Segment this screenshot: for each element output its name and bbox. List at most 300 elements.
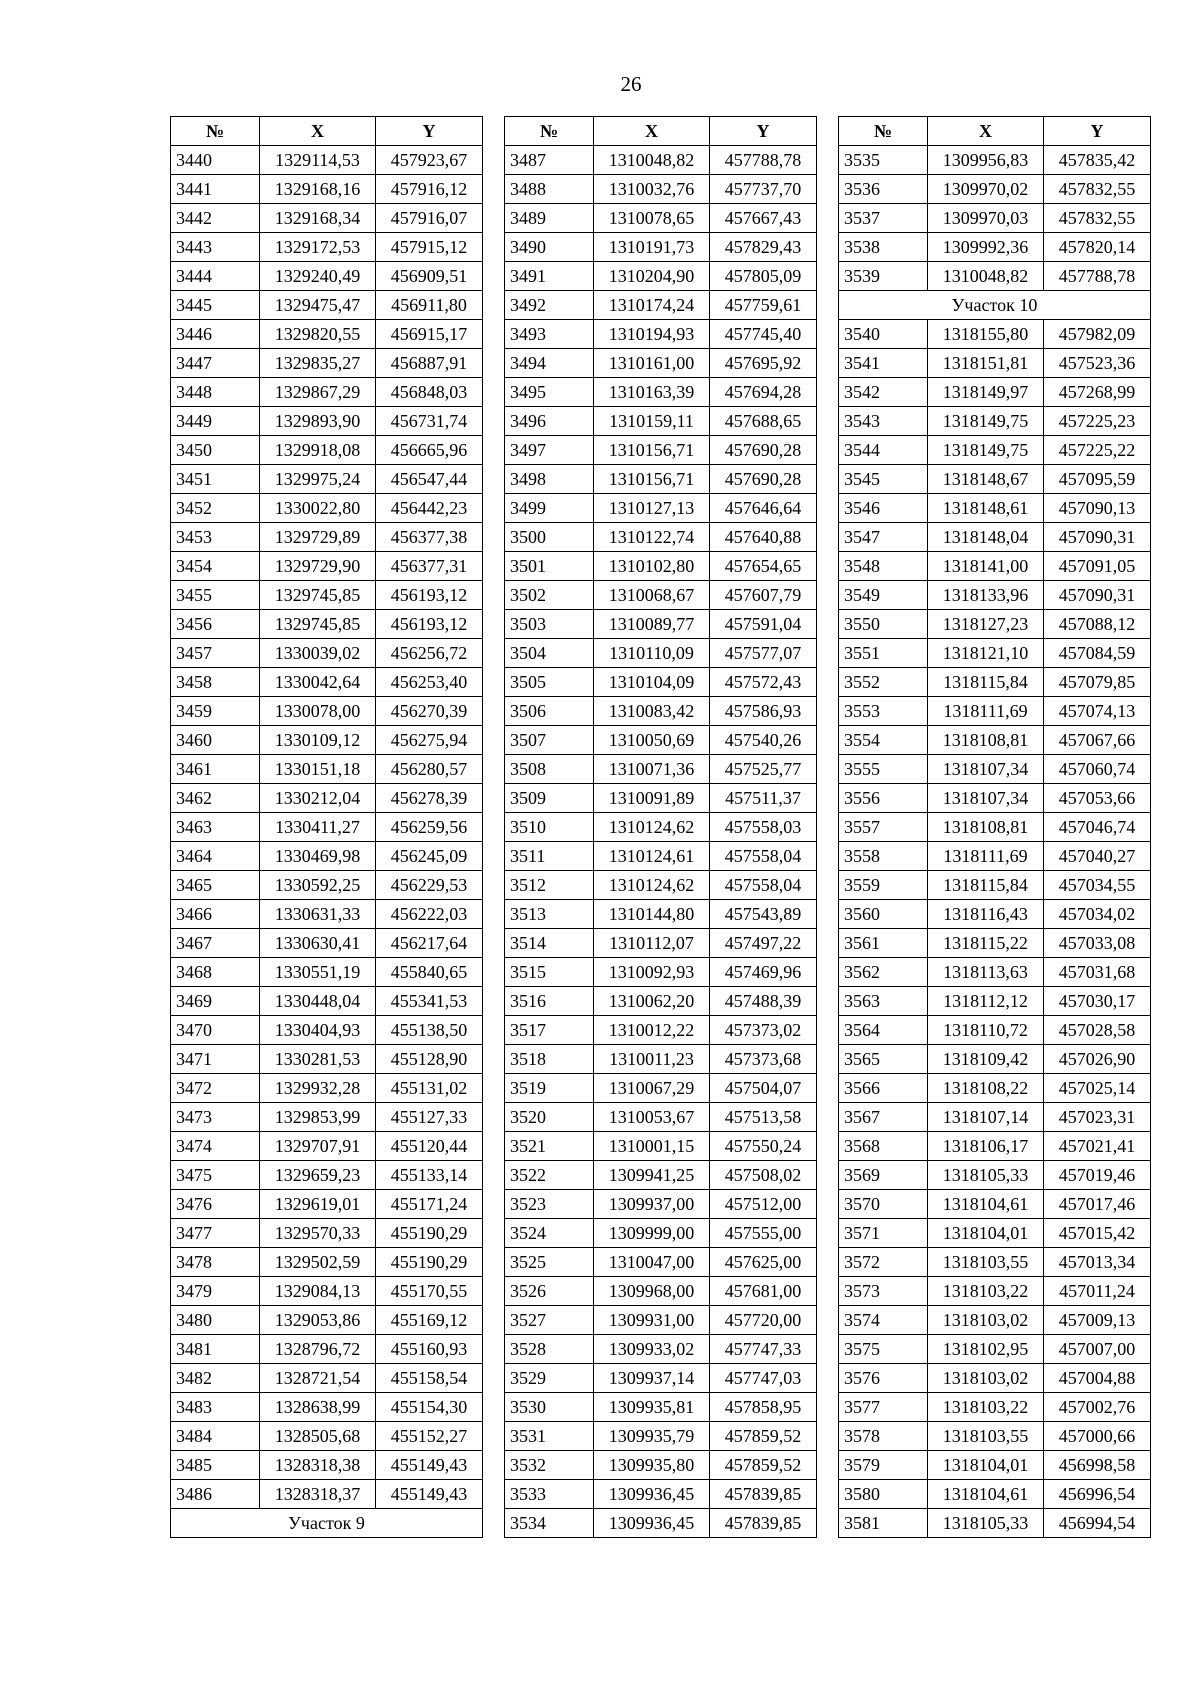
point-number: 3495	[505, 378, 594, 407]
point-number: 3457	[171, 639, 260, 668]
x-coordinate: 1318115,84	[928, 871, 1044, 900]
y-coordinate: 457558,04	[710, 842, 817, 871]
y-coordinate: 456259,56	[376, 813, 483, 842]
y-coordinate: 455158,54	[376, 1364, 483, 1393]
table-row	[839, 900, 1151, 929]
y-coordinate: 457023,31	[1044, 1103, 1151, 1132]
point-number: 3523	[505, 1190, 594, 1219]
x-coordinate: 1310191,73	[594, 233, 710, 262]
table-row	[171, 1190, 483, 1219]
table-row	[839, 1364, 1151, 1393]
table-row	[171, 958, 483, 987]
x-coordinate: 1309970,02	[928, 175, 1044, 204]
table-row	[505, 407, 817, 436]
x-coordinate: 1329729,89	[260, 523, 376, 552]
point-number: 3519	[505, 1074, 594, 1103]
y-coordinate: 457915,12	[376, 233, 483, 262]
table-row	[839, 1190, 1151, 1219]
y-coordinate: 457028,58	[1044, 1016, 1151, 1045]
x-coordinate: 1318108,81	[928, 813, 1044, 842]
y-coordinate: 455171,24	[376, 1190, 483, 1219]
page-number: 26	[620, 72, 642, 96]
table-row	[171, 1248, 483, 1277]
x-coordinate: 1310092,93	[594, 958, 710, 987]
x-coordinate: 1318104,01	[928, 1451, 1044, 1480]
point-number: 3541	[839, 349, 928, 378]
x-coordinate: 1330042,64	[260, 668, 376, 697]
table-row	[171, 204, 483, 233]
y-coordinate: 457572,43	[710, 668, 817, 697]
point-number: 3463	[171, 813, 260, 842]
x-coordinate: 1328318,37	[260, 1480, 376, 1509]
x-coordinate: 1318111,69	[928, 842, 1044, 871]
table-row	[171, 1364, 483, 1393]
y-coordinate: 456547,44	[376, 465, 483, 494]
x-coordinate: 1318113,63	[928, 958, 1044, 987]
table-row	[839, 958, 1151, 987]
y-coordinate: 455128,90	[376, 1045, 483, 1074]
x-coordinate: 1310078,65	[594, 204, 710, 233]
table-row	[839, 175, 1151, 204]
y-coordinate: 457225,22	[1044, 436, 1151, 465]
point-number: 3518	[505, 1045, 594, 1074]
y-coordinate: 457084,59	[1044, 639, 1151, 668]
table-row	[171, 697, 483, 726]
point-number: 3538	[839, 233, 928, 262]
x-coordinate: 1310032,76	[594, 175, 710, 204]
point-number: 3493	[505, 320, 594, 349]
table-row	[505, 842, 817, 871]
point-number: 3445	[171, 291, 260, 320]
x-coordinate: 1310104,09	[594, 668, 710, 697]
point-number: 3499	[505, 494, 594, 523]
y-coordinate: 457737,70	[710, 175, 817, 204]
y-coordinate: 455154,30	[376, 1393, 483, 1422]
x-coordinate: 1330022,80	[260, 494, 376, 523]
x-coordinate: 1329570,33	[260, 1219, 376, 1248]
y-coordinate: 456229,53	[376, 871, 483, 900]
point-number: 3528	[505, 1335, 594, 1364]
point-number: 3454	[171, 552, 260, 581]
y-coordinate: 457690,28	[710, 465, 817, 494]
y-coordinate: 457550,24	[710, 1132, 817, 1161]
point-number: 3491	[505, 262, 594, 291]
point-number: 3557	[839, 813, 928, 842]
table-row	[505, 784, 817, 813]
x-coordinate: 1318108,81	[928, 726, 1044, 755]
table-row	[171, 726, 483, 755]
x-coordinate: 1309937,00	[594, 1190, 710, 1219]
point-number: 3570	[839, 1190, 928, 1219]
table-row	[839, 987, 1151, 1016]
point-number: 3562	[839, 958, 928, 987]
point-number: 3552	[839, 668, 928, 697]
table-row	[171, 987, 483, 1016]
x-coordinate: 1310053,67	[594, 1103, 710, 1132]
x-coordinate: 1310174,24	[594, 291, 710, 320]
table-row	[505, 552, 817, 581]
table-row	[839, 1451, 1151, 1480]
x-coordinate: 1318149,75	[928, 436, 1044, 465]
x-coordinate: 1329745,85	[260, 610, 376, 639]
table-row	[505, 1335, 817, 1364]
point-number: 3563	[839, 987, 928, 1016]
point-number: 3539	[839, 262, 928, 291]
y-coordinate: 455170,55	[376, 1277, 483, 1306]
table-row	[505, 1132, 817, 1161]
x-coordinate: 1310122,74	[594, 523, 710, 552]
point-number: 3507	[505, 726, 594, 755]
point-number: 3561	[839, 929, 928, 958]
point-number: 3474	[171, 1132, 260, 1161]
point-number: 3530	[505, 1393, 594, 1422]
x-coordinate: 1329619,01	[260, 1190, 376, 1219]
table-row	[505, 958, 817, 987]
point-number: 3520	[505, 1103, 594, 1132]
point-number: 3574	[839, 1306, 928, 1335]
y-coordinate: 456377,31	[376, 552, 483, 581]
point-number: 3483	[171, 1393, 260, 1422]
y-coordinate: 457759,61	[710, 291, 817, 320]
y-coordinate: 457060,74	[1044, 755, 1151, 784]
point-number: 3579	[839, 1451, 928, 1480]
point-number: 3447	[171, 349, 260, 378]
x-coordinate: 1329820,55	[260, 320, 376, 349]
point-number: 3575	[839, 1335, 928, 1364]
table-row	[505, 494, 817, 523]
x-coordinate: 1318102,95	[928, 1335, 1044, 1364]
x-coordinate: 1318127,23	[928, 610, 1044, 639]
point-number: 3571	[839, 1219, 928, 1248]
y-coordinate: 455131,02	[376, 1074, 483, 1103]
coordinates-table-2	[504, 116, 817, 1538]
point-number: 3453	[171, 523, 260, 552]
y-coordinate: 457923,67	[376, 146, 483, 175]
y-coordinate: 457788,78	[1044, 262, 1151, 291]
y-coordinate: 457009,13	[1044, 1306, 1151, 1335]
table-row	[171, 1480, 483, 1509]
point-number: 3516	[505, 987, 594, 1016]
point-number: 3578	[839, 1422, 928, 1451]
table-row	[839, 407, 1151, 436]
table-row	[839, 1248, 1151, 1277]
y-coordinate: 457540,26	[710, 726, 817, 755]
y-coordinate: 457916,07	[376, 204, 483, 233]
header-x: X	[594, 117, 710, 146]
point-number: 3577	[839, 1393, 928, 1422]
point-number: 3521	[505, 1132, 594, 1161]
x-coordinate: 1318105,33	[928, 1509, 1044, 1538]
y-coordinate: 455152,27	[376, 1422, 483, 1451]
y-coordinate: 455133,14	[376, 1161, 483, 1190]
x-coordinate: 1330411,27	[260, 813, 376, 842]
x-coordinate: 1310012,22	[594, 1016, 710, 1045]
point-number: 3517	[505, 1016, 594, 1045]
x-coordinate: 1310124,61	[594, 842, 710, 871]
table-row	[505, 1509, 817, 1538]
y-coordinate: 457095,59	[1044, 465, 1151, 494]
x-coordinate: 1318133,96	[928, 581, 1044, 610]
table-row	[839, 1480, 1151, 1509]
table-row	[839, 494, 1151, 523]
point-number: 3540	[839, 320, 928, 349]
point-number: 3529	[505, 1364, 594, 1393]
table-row	[171, 668, 483, 697]
table-row	[171, 378, 483, 407]
x-coordinate: 1318115,22	[928, 929, 1044, 958]
y-coordinate: 455138,50	[376, 1016, 483, 1045]
section-row	[171, 1509, 483, 1538]
point-number: 3553	[839, 697, 928, 726]
point-number: 3486	[171, 1480, 260, 1509]
table-row	[839, 1277, 1151, 1306]
y-coordinate: 456253,40	[376, 668, 483, 697]
table-row	[839, 1045, 1151, 1074]
point-number: 3502	[505, 581, 594, 610]
y-coordinate: 456731,74	[376, 407, 483, 436]
point-number: 3464	[171, 842, 260, 871]
y-coordinate: 457788,78	[710, 146, 817, 175]
x-coordinate: 1330404,93	[260, 1016, 376, 1045]
x-coordinate: 1318103,55	[928, 1248, 1044, 1277]
x-coordinate: 1329114,53	[260, 146, 376, 175]
x-coordinate: 1309999,00	[594, 1219, 710, 1248]
table-row	[505, 262, 817, 291]
header-y: Y	[1044, 117, 1151, 146]
point-number: 3546	[839, 494, 928, 523]
header-row	[505, 117, 817, 146]
table-row	[505, 146, 817, 175]
point-number: 3490	[505, 233, 594, 262]
table-row	[839, 233, 1151, 262]
table-row	[505, 697, 817, 726]
table-row	[839, 610, 1151, 639]
table-row	[171, 436, 483, 465]
point-number: 3524	[505, 1219, 594, 1248]
y-coordinate: 457511,37	[710, 784, 817, 813]
x-coordinate: 1310089,77	[594, 610, 710, 639]
point-number: 3525	[505, 1248, 594, 1277]
point-number: 3476	[171, 1190, 260, 1219]
x-coordinate: 1328721,54	[260, 1364, 376, 1393]
point-number: 3515	[505, 958, 594, 987]
table-row	[839, 784, 1151, 813]
x-coordinate: 1330281,53	[260, 1045, 376, 1074]
table-row	[505, 1219, 817, 1248]
point-number: 3543	[839, 407, 928, 436]
x-coordinate: 1309935,81	[594, 1393, 710, 1422]
y-coordinate: 457747,33	[710, 1335, 817, 1364]
y-coordinate: 457046,74	[1044, 813, 1151, 842]
coordinates-table-1	[170, 116, 483, 1538]
point-number: 3508	[505, 755, 594, 784]
y-coordinate: 455120,44	[376, 1132, 483, 1161]
y-coordinate: 457011,24	[1044, 1277, 1151, 1306]
y-coordinate: 455190,29	[376, 1248, 483, 1277]
x-coordinate: 1330592,25	[260, 871, 376, 900]
table-row	[839, 1393, 1151, 1422]
table-row	[839, 465, 1151, 494]
table-row	[505, 639, 817, 668]
point-number: 3442	[171, 204, 260, 233]
y-coordinate: 457829,43	[710, 233, 817, 262]
x-coordinate: 1330551,19	[260, 958, 376, 987]
table-row	[505, 1103, 817, 1132]
point-number: 3527	[505, 1306, 594, 1335]
y-coordinate: 457513,58	[710, 1103, 817, 1132]
table-row	[171, 146, 483, 175]
table-row	[505, 900, 817, 929]
table-row	[505, 378, 817, 407]
section-title: Участок 9	[171, 1509, 483, 1538]
point-number: 3551	[839, 639, 928, 668]
point-number: 3478	[171, 1248, 260, 1277]
point-number: 3580	[839, 1480, 928, 1509]
point-number: 3494	[505, 349, 594, 378]
y-coordinate: 457832,55	[1044, 204, 1151, 233]
table-row	[505, 349, 817, 378]
y-coordinate: 457555,00	[710, 1219, 817, 1248]
point-number: 3559	[839, 871, 928, 900]
y-coordinate: 457820,14	[1044, 233, 1151, 262]
x-coordinate: 1310050,69	[594, 726, 710, 755]
point-number: 3489	[505, 204, 594, 233]
x-coordinate: 1310047,00	[594, 1248, 710, 1277]
table-row	[171, 1277, 483, 1306]
table-row	[171, 1045, 483, 1074]
table-row	[171, 465, 483, 494]
x-coordinate: 1309970,03	[928, 204, 1044, 233]
header-x: X	[928, 117, 1044, 146]
y-coordinate: 457015,42	[1044, 1219, 1151, 1248]
table-row	[839, 436, 1151, 465]
table-row	[839, 262, 1151, 291]
point-number: 3509	[505, 784, 594, 813]
y-coordinate: 457695,92	[710, 349, 817, 378]
table-row	[171, 1451, 483, 1480]
table-row	[505, 436, 817, 465]
table-row	[839, 1074, 1151, 1103]
table-row	[171, 1161, 483, 1190]
table-row	[839, 1422, 1151, 1451]
x-coordinate: 1329729,90	[260, 552, 376, 581]
x-coordinate: 1330109,12	[260, 726, 376, 755]
x-coordinate: 1310011,23	[594, 1045, 710, 1074]
y-coordinate: 457030,17	[1044, 987, 1151, 1016]
y-coordinate: 457646,64	[710, 494, 817, 523]
point-number: 3533	[505, 1480, 594, 1509]
x-coordinate: 1329475,47	[260, 291, 376, 320]
point-number: 3461	[171, 755, 260, 784]
table-row	[839, 697, 1151, 726]
point-number: 3450	[171, 436, 260, 465]
table-row	[839, 1306, 1151, 1335]
x-coordinate: 1310102,80	[594, 552, 710, 581]
table-row	[839, 1219, 1151, 1248]
point-number: 3542	[839, 378, 928, 407]
point-number: 3503	[505, 610, 594, 639]
table-row	[839, 146, 1151, 175]
x-coordinate: 1330630,41	[260, 929, 376, 958]
y-coordinate: 457839,85	[710, 1509, 817, 1538]
x-coordinate: 1329168,34	[260, 204, 376, 233]
point-number: 3513	[505, 900, 594, 929]
x-coordinate: 1329707,91	[260, 1132, 376, 1161]
x-coordinate: 1310048,82	[594, 146, 710, 175]
point-number: 3458	[171, 668, 260, 697]
table-row	[505, 1393, 817, 1422]
table-row	[505, 1277, 817, 1306]
y-coordinate: 457694,28	[710, 378, 817, 407]
point-number: 3472	[171, 1074, 260, 1103]
point-number: 3441	[171, 175, 260, 204]
x-coordinate: 1329168,16	[260, 175, 376, 204]
point-number: 3455	[171, 581, 260, 610]
point-number: 3549	[839, 581, 928, 610]
header-number: №	[171, 117, 260, 146]
table-row	[171, 320, 483, 349]
point-number: 3477	[171, 1219, 260, 1248]
y-coordinate: 457497,22	[710, 929, 817, 958]
x-coordinate: 1318103,22	[928, 1393, 1044, 1422]
table-row	[839, 523, 1151, 552]
point-number: 3468	[171, 958, 260, 987]
y-coordinate: 457586,93	[710, 697, 817, 726]
point-number: 3469	[171, 987, 260, 1016]
table-row	[839, 552, 1151, 581]
point-number: 3446	[171, 320, 260, 349]
x-coordinate: 1318106,17	[928, 1132, 1044, 1161]
point-number: 3566	[839, 1074, 928, 1103]
y-coordinate: 457021,41	[1044, 1132, 1151, 1161]
y-coordinate: 457859,52	[710, 1451, 817, 1480]
point-number: 3581	[839, 1509, 928, 1538]
x-coordinate: 1329975,24	[260, 465, 376, 494]
point-number: 3487	[505, 146, 594, 175]
y-coordinate: 457523,36	[1044, 349, 1151, 378]
x-coordinate: 1330469,98	[260, 842, 376, 871]
y-coordinate: 457839,85	[710, 1480, 817, 1509]
point-number: 3550	[839, 610, 928, 639]
x-coordinate: 1318121,10	[928, 639, 1044, 668]
table-row	[505, 929, 817, 958]
point-number: 3510	[505, 813, 594, 842]
x-coordinate: 1329172,53	[260, 233, 376, 262]
point-number: 3547	[839, 523, 928, 552]
point-number: 3456	[171, 610, 260, 639]
table-row	[171, 784, 483, 813]
y-coordinate: 457625,00	[710, 1248, 817, 1277]
x-coordinate: 1318149,75	[928, 407, 1044, 436]
y-coordinate: 455840,65	[376, 958, 483, 987]
x-coordinate: 1318104,01	[928, 1219, 1044, 1248]
y-coordinate: 457667,43	[710, 204, 817, 233]
table-row	[839, 1016, 1151, 1045]
x-coordinate: 1310156,71	[594, 465, 710, 494]
table-row	[839, 581, 1151, 610]
header-y: Y	[376, 117, 483, 146]
x-coordinate: 1329835,27	[260, 349, 376, 378]
y-coordinate: 457091,05	[1044, 552, 1151, 581]
x-coordinate: 1310159,11	[594, 407, 710, 436]
y-coordinate: 456911,80	[376, 291, 483, 320]
x-coordinate: 1318151,81	[928, 349, 1044, 378]
table-row	[839, 842, 1151, 871]
x-coordinate: 1310163,39	[594, 378, 710, 407]
x-coordinate: 1318104,61	[928, 1190, 1044, 1219]
y-coordinate: 457745,40	[710, 320, 817, 349]
point-number: 3512	[505, 871, 594, 900]
